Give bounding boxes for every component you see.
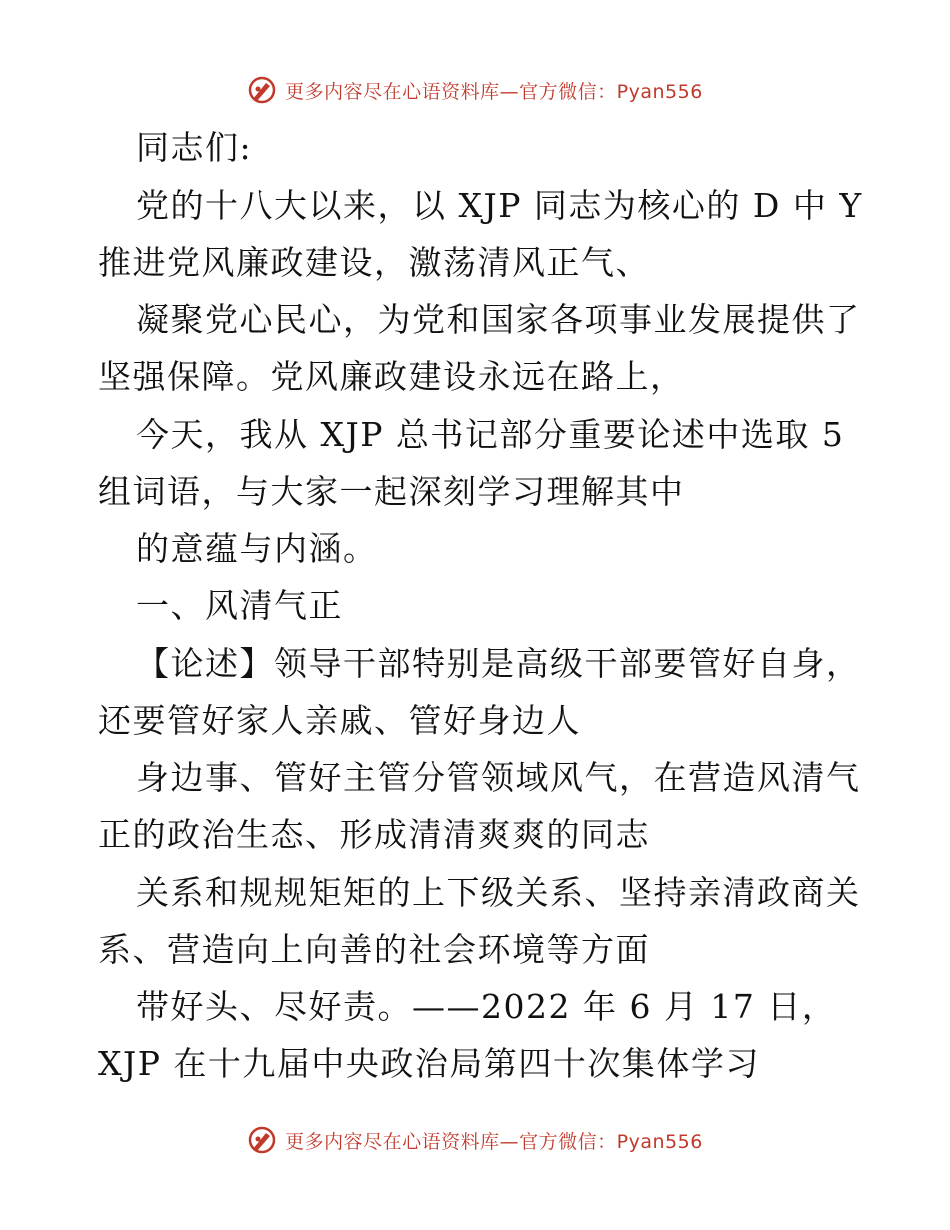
- paragraph-line: 系、营造向上向善的社会环境等方面: [98, 930, 650, 969]
- section-heading: 一、风清气正: [136, 586, 343, 625]
- paragraph-line: 的意蕴与内涵。: [136, 529, 378, 568]
- paragraph-line: 坚强保障。党风廉政建设永远在路上，: [98, 357, 685, 396]
- paragraph-line: 凝聚党心民心，为党和国家各项事业发展提供了: [136, 300, 861, 339]
- paragraph-line: 党的十八大以来，以 XJP 同志为核心的 D 中 Y: [136, 186, 863, 225]
- salutation: 同志们:: [136, 128, 253, 167]
- paragraph-line: 组词语，与大家一起深刻学习理解其中: [98, 472, 685, 511]
- pen-logo-icon: [247, 75, 277, 105]
- paragraph-line: 关系和规规矩矩的上下级关系、坚持亲清政商关: [136, 873, 861, 912]
- paragraph-line: 带好头、尽好责。——2022 年 6 月 17 日，: [136, 987, 837, 1026]
- pen-logo-icon: [247, 1125, 277, 1155]
- footer-watermark: [0, 1120, 950, 1160]
- paragraph-line: 身边事、管好主管分管领域风气，在营造风清气: [136, 758, 861, 797]
- paragraph-line: XJP 在十九届中央政治局第四十次集体学习: [98, 1044, 760, 1083]
- paragraph-line: 正的政治生态、形成清清爽爽的同志: [98, 815, 650, 854]
- paragraph-line: 还要管好家人亲戚、管好身边人: [98, 701, 581, 740]
- watermark-text: 更多内容尽在心语资料库—官方微信：Pyan556: [285, 80, 703, 103]
- paragraph-line: 今天，我从 XJP 总书记部分重要论述中选取 5: [136, 415, 845, 454]
- paragraph-line: 推进党风廉政建设，激荡清风正气、: [98, 243, 650, 282]
- watermark-text: 更多内容尽在心语资料库—官方微信：Pyan556: [285, 1130, 703, 1153]
- header-watermark: [0, 70, 950, 110]
- paragraph-line: 【论述】领导干部特别是高级干部要管好自身，: [136, 644, 861, 683]
